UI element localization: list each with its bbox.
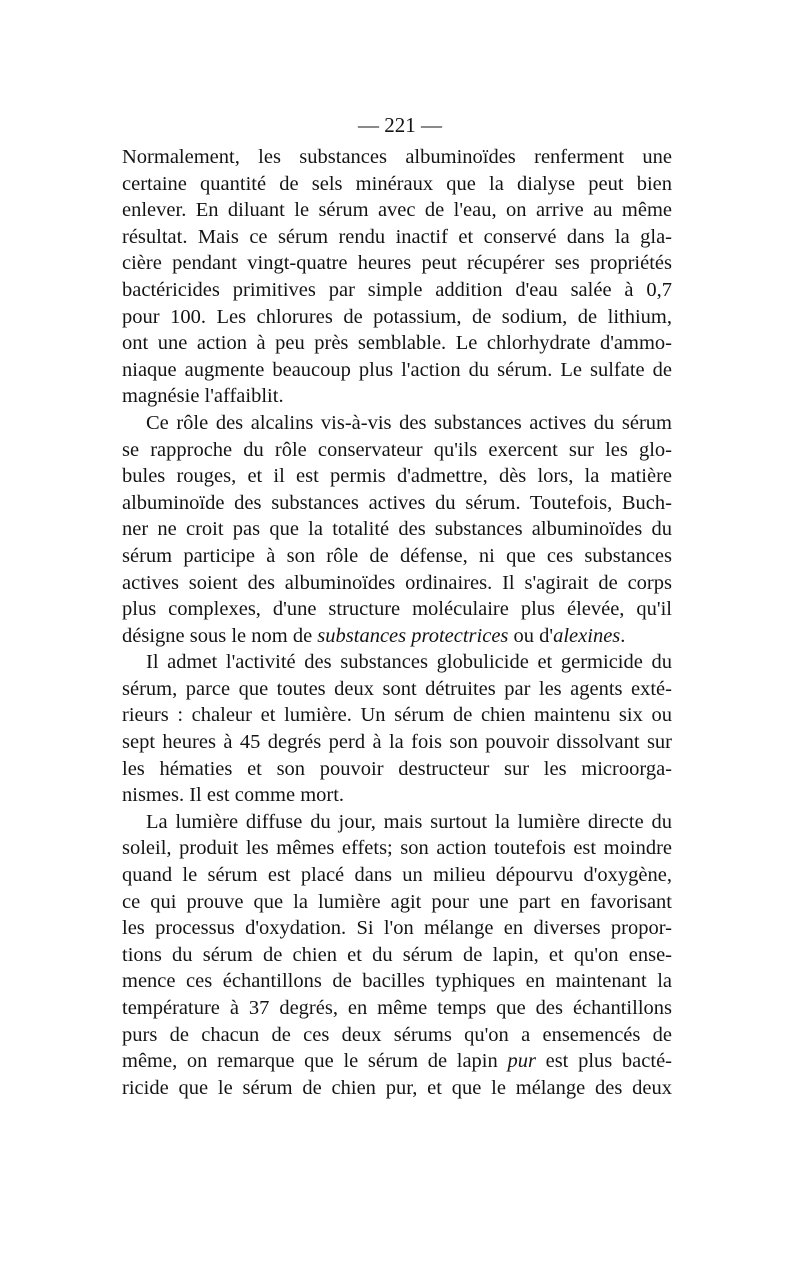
text-run: est plus bacté-: [535, 1050, 672, 1073]
text-line: Ce rôle des alcalins vis-à-vis des substances actives du sérum: [146, 411, 672, 434]
text-line: actives soient des albuminoïdes ordinaires. Il s'agirait de corps: [122, 571, 672, 594]
text-line: ricide que le sérum de chien pur, et que le mélange des deux: [122, 1076, 672, 1099]
text-line: nismes. Il est comme mort.: [122, 784, 345, 807]
text-line: mence ces échantillons de bacilles typhiques en maintenant la: [122, 970, 672, 993]
text-line: purs de chacun de ces deux sérums qu'on a ensemencés de: [122, 1023, 672, 1046]
italic-term: pur: [507, 1050, 536, 1073]
italic-term: substances protectrices: [317, 624, 509, 647]
text-line: certaine quantité de sels minéraux que la dialyse peut bien: [122, 172, 672, 195]
text-line: La lumière diffuse du jour, mais surtout la lumière directe du: [146, 810, 672, 833]
text-line: niaque augmente beaucoup plus l'action du sérum. Le sulfate de: [122, 358, 672, 381]
text-run: ou d': [508, 624, 554, 647]
text-line: [122, 1048, 672, 1075]
text-line: Il admet l'activité des substances globulicide et germicide du: [146, 651, 672, 674]
page-number: — 221 —: [358, 113, 442, 137]
text-line: [122, 623, 672, 650]
paragraph: [122, 649, 672, 809]
text-line: bactéricides primitives par simple addition d'eau salée à 0,7: [122, 278, 672, 301]
text-line: se rapproche du rôle conservateur qu'ils exercent sur les glo-: [122, 438, 672, 461]
paragraph: [122, 809, 672, 1102]
text-line: rieurs : chaleur et lumière. Un sérum de chien maintenu six ou: [122, 704, 672, 727]
paragraph: [122, 410, 672, 649]
text-line: enlever. En diluant le sérum avec de l'eau, on arrive au même: [122, 199, 672, 222]
text-line: les processus d'oxydation. Si l'on mélange en diverses propor-: [122, 917, 672, 940]
text-line: les hématies et son pouvoir destructeur sur les microorga-: [122, 757, 672, 780]
text-line: température à 37 degrés, en même temps que des échantillons: [122, 997, 672, 1019]
text-line: résultat. Mais ce sérum rendu inactif et conservé dans la gla-: [122, 225, 672, 248]
text-line: sept heures à 45 degrés perd à la fois son pouvoir dissolvant sur: [122, 731, 672, 754]
text-run: .: [620, 624, 626, 647]
text-line: Normalement, les substances albuminoïdes renferment une: [122, 146, 672, 168]
italic-term: alexines: [553, 624, 621, 647]
text-line: soleil, produit les mêmes effets; son action toutefois est moindre: [122, 837, 672, 860]
text-line: magnésie l'affaiblit.: [122, 385, 284, 408]
text-line: ce qui prouve que la lumière agit pour une part en favorisant: [122, 890, 672, 913]
text-line: cière pendant vingt-quatre heures peut récupérer ses propriétés: [122, 252, 672, 275]
text-run: même, on remarque que le sérum de lapin: [122, 1050, 508, 1073]
text-line: pour 100. Les chlorures de potassium, de sodium, de lithium,: [122, 305, 672, 328]
text-line: quand le sérum est placé dans un milieu dépourvu d'oxygène,: [122, 864, 672, 887]
text-line: ont une action à peu près semblable. Le chlorhydrate d'ammo-: [122, 332, 672, 355]
text-line: plus complexes, d'une structure moléculaire plus élevée, qu'il: [122, 598, 672, 621]
text-line: sérum, parce que toutes deux sont détruites par les agents exté-: [122, 677, 672, 700]
text-line: albuminoïde des substances actives du sérum. Toutefois, Buch-: [122, 491, 672, 514]
text-line: ner ne croit pas que la totalité des substances albuminoïdes du: [122, 518, 672, 541]
paragraph: [122, 144, 672, 410]
body-text: [122, 144, 672, 1101]
text-line: tions du sérum de chien et du sérum de lapin, et qu'on ense-: [122, 943, 672, 966]
text-run: désigne sous le nom de: [122, 624, 318, 647]
text-line: sérum participe à son rôle de défense, ni que ces substances: [122, 544, 672, 567]
text-line: bules rouges, et il est permis d'admettre, dès lors, la matière: [122, 465, 672, 488]
